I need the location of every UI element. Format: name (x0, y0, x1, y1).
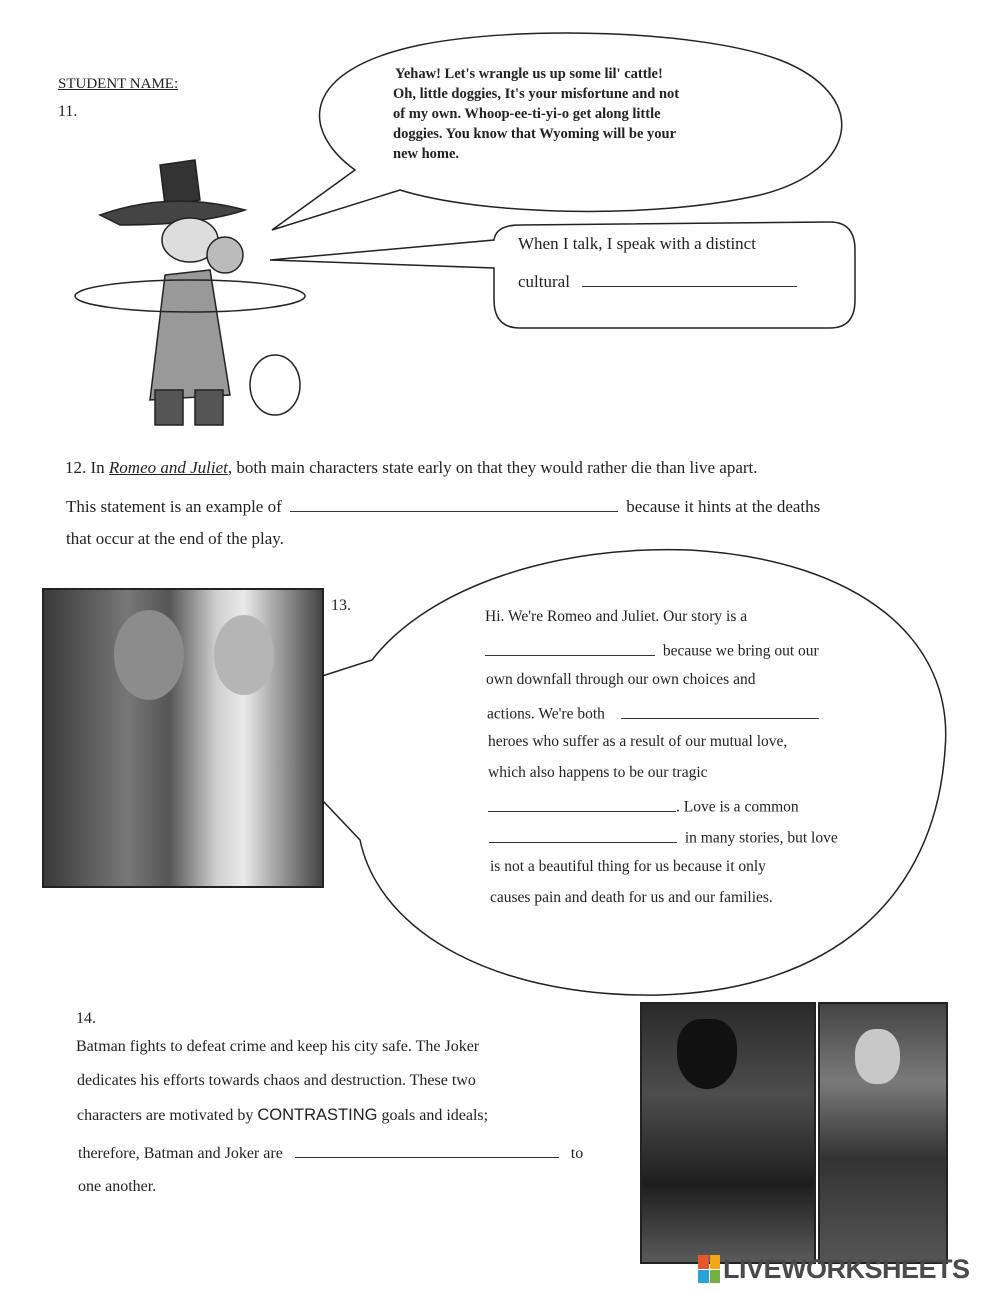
q13-blank-4[interactable] (489, 826, 677, 843)
q14-line-4-end: to (570, 1145, 584, 1162)
cultural-box-line-2 (518, 269, 797, 292)
q12-line-1-rest: , both main characters state early on that they would rather die than live apart. (227, 458, 758, 477)
question-13-number: 13. (331, 597, 351, 614)
q13-blank-1[interactable] (485, 639, 655, 656)
q13-blank-2[interactable] (621, 702, 819, 719)
q13-line-4 (487, 702, 819, 724)
q12-line-2-start: This statement is an example of (66, 497, 282, 516)
q14-line-3-end: goals and ideals; (377, 1107, 489, 1124)
q12-answer-blank[interactable] (290, 494, 618, 512)
student-name-label: STUDENT NAME: (58, 76, 179, 92)
q14-line-3-start: characters are motivated by (77, 1107, 258, 1124)
q14-line-4 (78, 1141, 583, 1163)
juliet-figure (214, 615, 274, 695)
q14-line-5: one another. (78, 1178, 157, 1195)
q13-line-8-text: in many stories, but love (684, 829, 838, 847)
q13-line-10: causes pain and death for us and our families. (490, 889, 773, 906)
q12-prefix: 12. In (65, 458, 109, 477)
cowboy-bubble-line-1: Yehaw! Let's wrangle us up some lil' cattle! (395, 66, 663, 82)
q13-line-1: Hi. We're Romeo and Juliet. Our story is a (485, 608, 748, 625)
cowboy-bubble-line-4: doggies. You know that Wyoming will be your (393, 126, 677, 142)
q14-line-1: Batman fights to defeat crime and keep his city safe. The Joker (76, 1038, 480, 1055)
q14-answer-blank[interactable] (295, 1141, 559, 1158)
q13-line-2 (485, 639, 819, 661)
q14-emphasis: CONTRASTING (257, 1106, 378, 1124)
romeo-juliet-photo (42, 588, 324, 888)
q14-line-4-start: therefore, Batman and Joker are (78, 1145, 283, 1162)
cowboy-bubble-line-2: Oh, little doggies, It's your misfortune and not (393, 86, 680, 102)
romeo-figure (114, 610, 184, 700)
cultural-label: cultural (518, 272, 570, 291)
batman-cowl (677, 1019, 737, 1089)
cowboy-bubble-line-3: of my own. Whoop-ee-ti-yi-o get along little (393, 106, 661, 122)
batman-photo (640, 1002, 816, 1264)
liveworksheets-logo (698, 1254, 970, 1284)
question-14-number: 14. (76, 1010, 96, 1027)
q13-line-5: heroes who suffer as a result of our mutual love, (488, 733, 788, 750)
q13-line-9: is not a beautiful thing for us because it only (490, 858, 766, 875)
q12-line-2-end: because it hints at the deaths (626, 497, 821, 516)
liveworksheets-logo-icon (698, 1255, 720, 1283)
q13-line-3: own downfall through our own choices and (486, 671, 756, 688)
q12-line-3: that occur at the end of the play. (66, 529, 284, 548)
q13-line-4-text: actions. We're both (487, 705, 605, 723)
q13-line-2-text: because we bring out our (662, 642, 819, 660)
q11-answer-blank[interactable] (582, 269, 797, 287)
q14-line-2: dedicates his efforts towards chaos and destruction. These two (77, 1072, 476, 1089)
q13-line-6: which also happens to be our tragic (488, 764, 708, 781)
q12-line-2 (66, 494, 820, 517)
q13-line-8 (489, 826, 838, 848)
q12-line-1 (65, 458, 758, 478)
q12-title: Romeo and Juliet (108, 458, 228, 477)
q14-line-3 (77, 1106, 488, 1125)
q13-line-7-text: . Love is a common (676, 798, 799, 816)
logo-text: LIVEWORKSHEETS (723, 1253, 970, 1284)
cowboy-bubble-line-5: new home. (393, 146, 460, 162)
q13-blank-3[interactable] (488, 795, 676, 812)
question-11-number: 11. (58, 103, 78, 120)
q13-line-7 (488, 795, 799, 817)
joker-face (855, 1029, 900, 1084)
joker-photo (818, 1002, 948, 1264)
cultural-box-line-1: When I talk, I speak with a distinct (518, 234, 756, 253)
